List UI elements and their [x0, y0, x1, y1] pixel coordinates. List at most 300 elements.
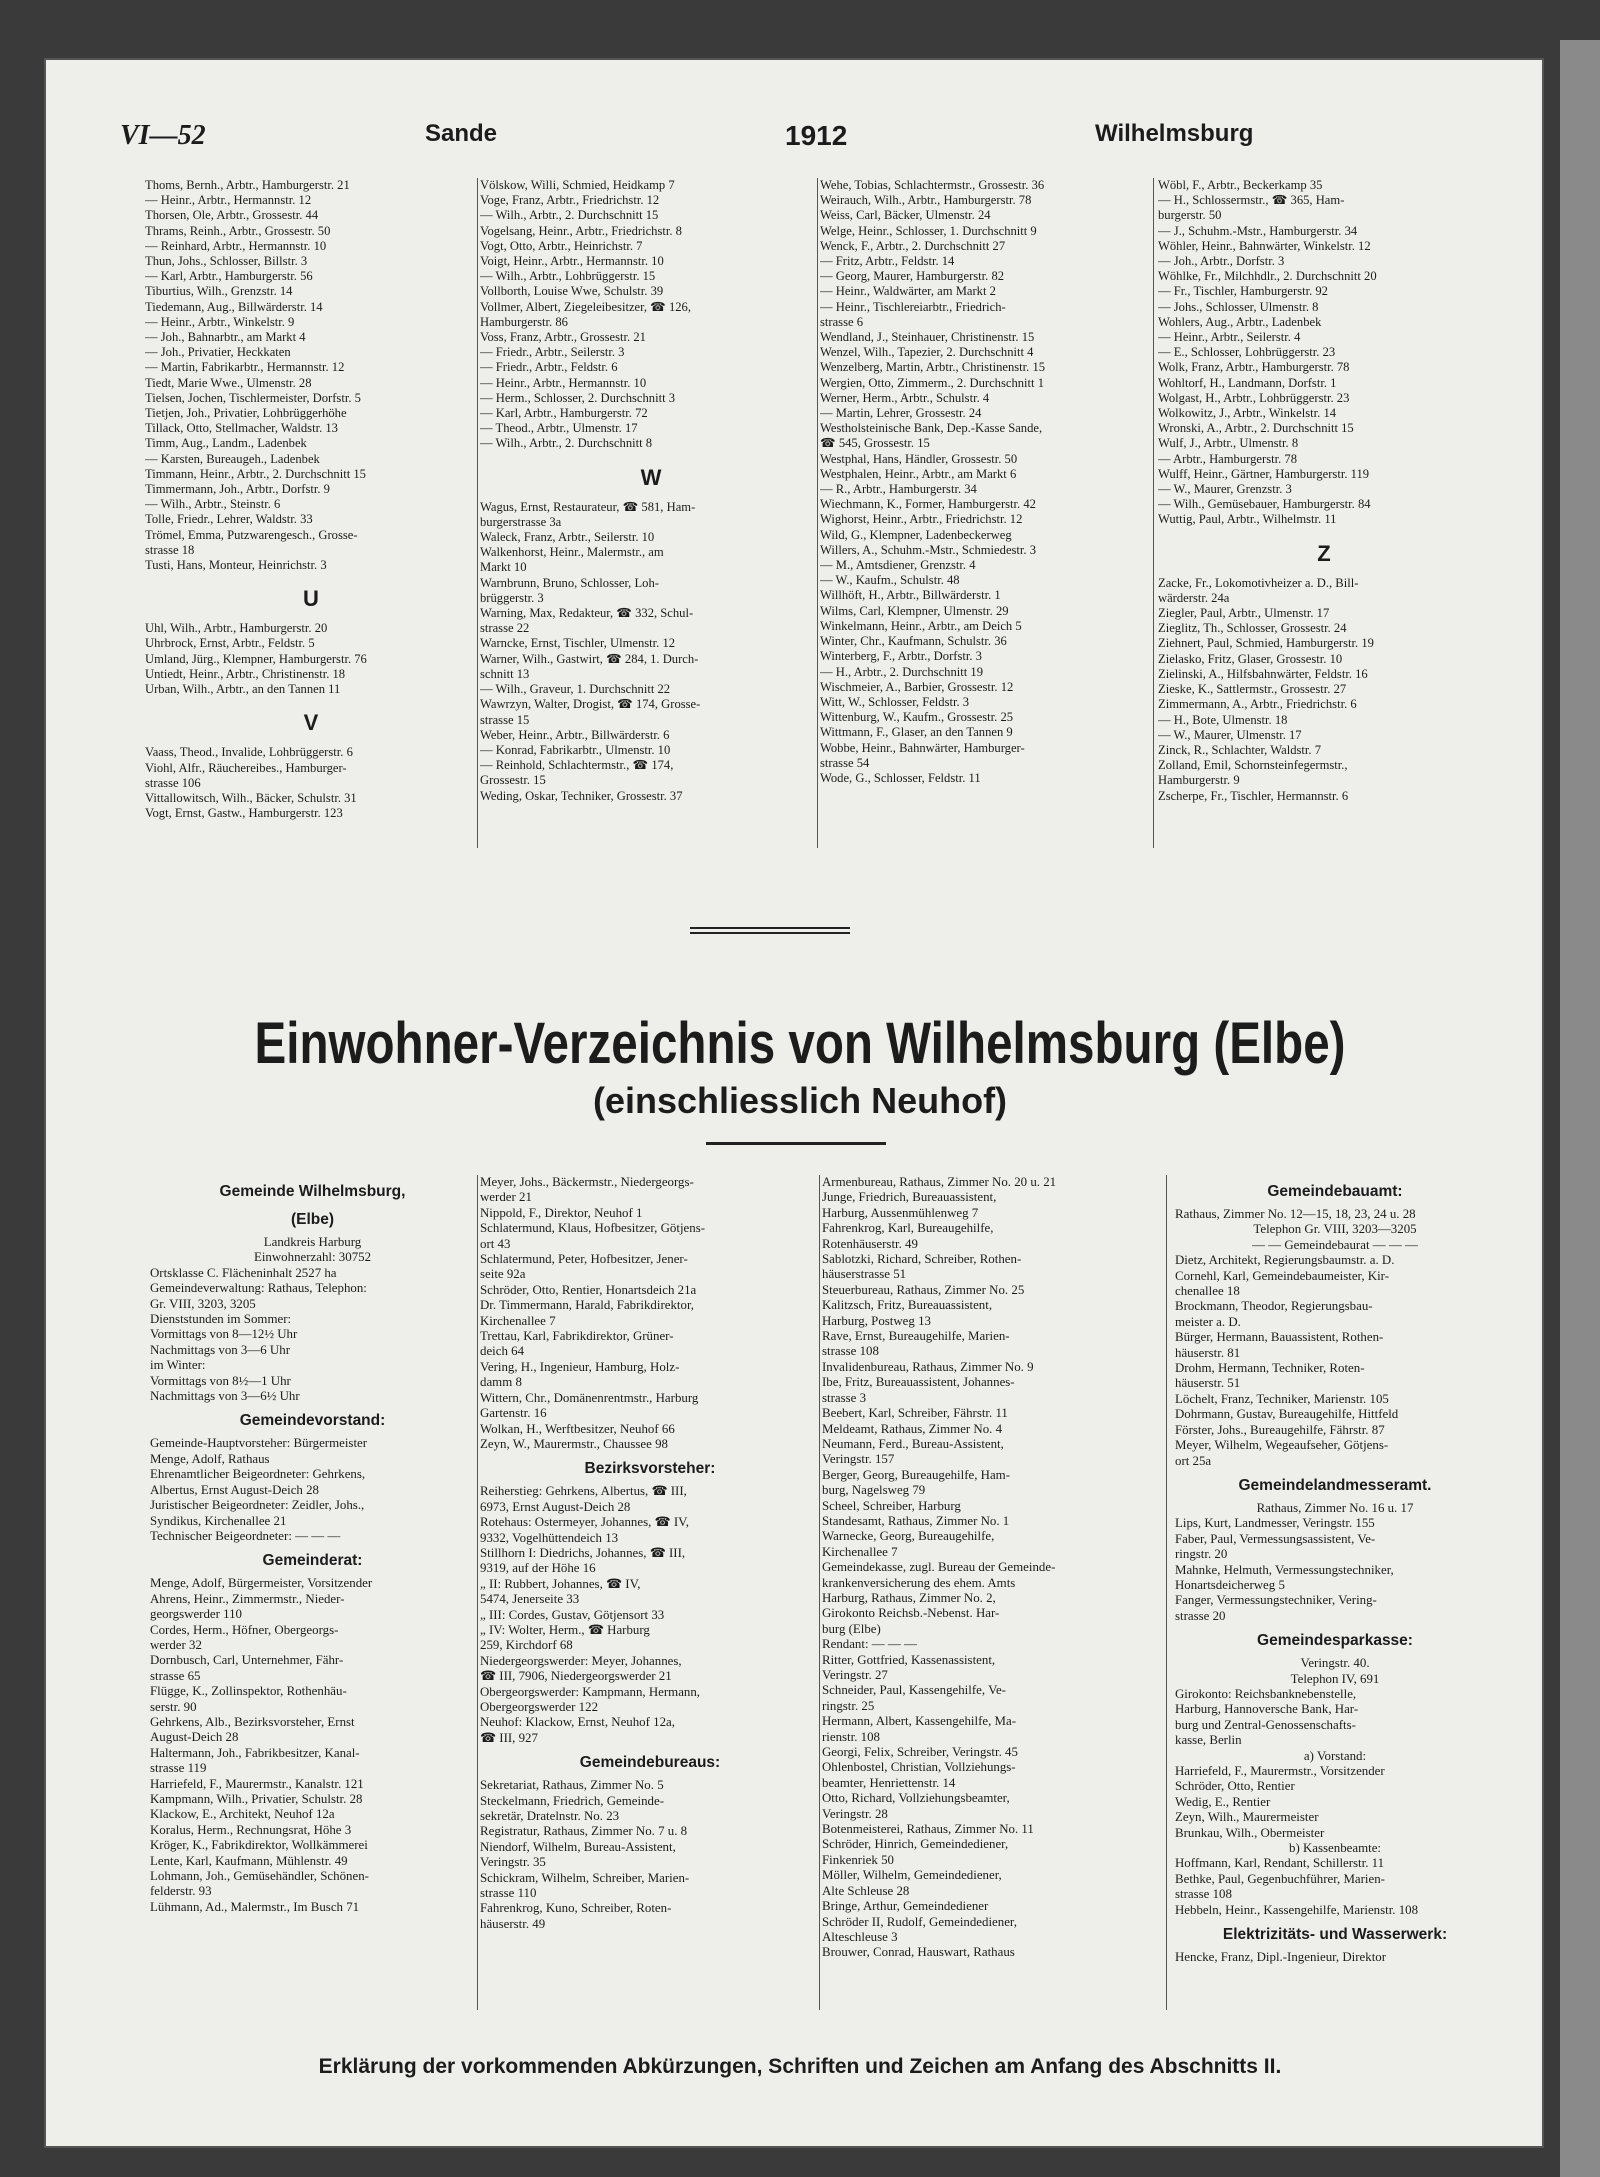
directory-entry: — Wilh., Arbtr., 2. Durchschnitt 15 [480, 208, 659, 223]
directory-entry: Finkenriek 50 [822, 1852, 894, 1867]
directory-entry: Weiss, Carl, Bäcker, Ulmenstr. 24 [820, 208, 991, 223]
directory-entry: Wolk, Franz, Arbtr., Hamburgerstr. 78 [1158, 360, 1350, 375]
directory-entry: Hermann, Albert, Kassengehilfe, Ma- [822, 1714, 1017, 1729]
directory-entry: Zimmermann, A., Arbtr., Friedrichstr. 6 [1158, 697, 1357, 712]
directory-entry: Mahnke, Helmuth, Vermessungstechniker, [1175, 1562, 1394, 1577]
directory-entry: Lips, Kurt, Landmesser, Veringstr. 155 [1175, 1516, 1375, 1531]
section-name-right: Wilhelmsburg [1095, 120, 1254, 147]
directory-entry: felderstr. 93 [150, 1884, 212, 1899]
directory-entry: Niedergeorgswerder: Meyer, Johannes, [480, 1653, 682, 1668]
directory-entry: Vering, H., Ingenieur, Hamburg, Holz- [480, 1359, 680, 1374]
directory-entry: Lühmann, Ad., Malermstr., Im Busch 71 [150, 1899, 360, 1914]
directory-entry: Fahrenkrog, Kuno, Schreiber, Roten- [480, 1901, 672, 1916]
directory-entry: Menge, Adolf, Bürgermeister, Vorsitzender [150, 1576, 373, 1591]
directory-entry: Thrams, Reinh., Arbtr., Grossestr. 50 [145, 223, 331, 238]
directory-entry: Veringstr. 27 [822, 1668, 888, 1682]
directory-entry: Harriefeld, F., Maurermstr., Kanalstr. 121 [150, 1776, 364, 1791]
directory-entry: — Karl, Arbtr., Hamburgerstr. 72 [480, 406, 648, 421]
administration-column-1 [150, 1175, 475, 1915]
directory-entry: — Heinr., Arbtr., Seilerstr. 4 [1158, 330, 1301, 345]
section-heading: Elektrizitäts- und Wasserwerk: [1222, 1926, 1448, 1944]
directory-entry: 9332, Vogelhüttendeich 13 [480, 1530, 619, 1545]
residents-column-2 [480, 178, 822, 804]
directory-entry: Cornehl, Karl, Gemeindebaumeister, Kir- [1175, 1268, 1389, 1283]
directory-entry: Beebert, Karl, Schreiber, Fährstr. 11 [822, 1406, 1008, 1421]
directory-entry: Brockmann, Theodor, Regierungsbau- [1175, 1299, 1373, 1314]
centered-note: Landkreis Harburg [263, 1235, 362, 1249]
directory-entry: Armenbureau, Rathaus, Zimmer No. 20 u. 21 [822, 1175, 1057, 1189]
directory-entry: damm 8 [480, 1375, 522, 1390]
directory-entry: Hoffmann, Karl, Rendant, Schillerstr. 11 [1175, 1856, 1385, 1871]
directory-entry: Lohmann, Joh., Gemüsehändler, Schönen- [150, 1869, 369, 1884]
directory-entry: strasse 20 [1175, 1608, 1226, 1623]
section-heading: Bezirksvorsteher: [584, 1460, 716, 1478]
directory-entry: häuserstr. 49 [480, 1916, 546, 1931]
directory-entry: — Martin, Lehrer, Grossestr. 24 [820, 406, 982, 421]
centered-note: Telephon Gr. VIII, 3203—3205 [1253, 1222, 1417, 1237]
administration-column-3 [822, 1175, 1160, 1961]
directory-entry: Registratur, Rathaus, Zimmer No. 7 u. 8 [480, 1824, 688, 1839]
directory-entry: sekretär, Dratelnstr. No. 23 [480, 1809, 620, 1824]
directory-entry: — Martin, Fabrikarbtr., Hermannstr. 12 [145, 360, 345, 375]
directory-entry: — Johs., Schlosser, Ulmenstr. 8 [1158, 299, 1319, 314]
centered-note: Telephon IV, 691 [1290, 1671, 1380, 1686]
directory-entry: — Joh., Privatier, Heckkaten [145, 345, 291, 360]
directory-entry: — Theod., Arbtr., Ulmenstr. 17 [480, 421, 638, 436]
directory-entry: Girokonto: Reichsbanknebenstelle, [1175, 1686, 1357, 1701]
directory-entry: Wobbe, Heinr., Bahnwärter, Hamburger- [820, 740, 1025, 755]
directory-entry: strasse 108 [822, 1344, 879, 1359]
column-rule [819, 1175, 820, 2010]
directory-entry: Otto, Richard, Vollziehungsbeamter, [822, 1791, 1010, 1806]
directory-entry: „ III: Cordes, Gustav, Götjensort 33 [480, 1607, 665, 1622]
directory-entry: Hebbeln, Heinr., Kassengehilfe, Marienstr. 108 [1175, 1902, 1419, 1917]
directory-entry: Tolle, Friedr., Lehrer, Waldstr. 33 [145, 512, 313, 527]
directory-entry: Veringstr. 157 [822, 1452, 895, 1467]
directory-entry: 5474, Jenerseite 33 [480, 1592, 580, 1607]
directory-entry: Schneider, Paul, Kassengehilfe, Ve- [822, 1683, 1006, 1698]
directory-entry: — Herm., Schlosser, 2. Durchschnitt 3 [480, 390, 676, 405]
directory-entry: Dr. Timmermann, Harald, Fabrikdirektor, [480, 1298, 694, 1313]
directory-entry: krankenversicherung des ehem. Amts [822, 1575, 1016, 1590]
directory-entry: Schlatermund, Peter, Hofbesitzer, Jener- [480, 1252, 688, 1267]
directory-entry: Westphal, Hans, Händler, Grossestr. 50 [820, 451, 1018, 466]
directory-entry: Trömel, Emma, Putzwarengesch., Grosse- [145, 527, 358, 542]
section-divider [690, 932, 850, 934]
section-heading: Gemeindesparkasse: [1257, 1632, 1413, 1650]
directory-entry: Flügge, K., Zollinspektor, Rothenhäu- [150, 1684, 347, 1699]
letter-heading: U [303, 586, 319, 612]
residents-column-1 [145, 178, 477, 821]
directory-entry: Tietjen, Joh., Privatier, Lohbrüggerhöhe [145, 406, 347, 421]
directory-entry: Willers, A., Schuhm.-Mstr., Schmiedestr. 3 [820, 542, 1037, 557]
directory-title: Einwohner-Verzeichnis von Wilhelmsburg (Elbe) [254, 1011, 1346, 1076]
directory-entry: Viohl, Alfr., Räuchereibes., Hamburger- [145, 760, 347, 775]
section-heading: Gemeindevorstand: [239, 1412, 386, 1430]
directory-entry: deich 64 [480, 1344, 525, 1359]
directory-entry: Meyer, Johs., Bäckermstr., Niedergeorgs- [480, 1175, 694, 1189]
directory-entry: Alteschleuse 3 [822, 1929, 898, 1944]
directory-entry: Welge, Heinr., Schlosser, 1. Durchschnitt 9 [820, 223, 1037, 238]
directory-entry: ☎ 545, Grossestr. 15 [820, 436, 930, 451]
directory-entry: Rathaus, Zimmer No. 12—15, 18, 23, 24 u. 28 [1175, 1207, 1416, 1221]
directory-entry: Rendant: — — — [822, 1637, 917, 1652]
directory-entry: Warner, Wilh., Gastwirt, ☎ 284, 1. Durch- [480, 651, 699, 666]
directory-entry: Löchelt, Franz, Techniker, Marienstr. 105 [1175, 1391, 1389, 1406]
directory-entry: Harburg, Aussenmühlenweg 7 [822, 1205, 979, 1220]
directory-entry: Dienststunden im Sommer: [150, 1312, 292, 1327]
directory-entry: strasse 15 [480, 712, 530, 727]
directory-entry: Wuttig, Paul, Arbtr., Wilhelmstr. 11 [1158, 512, 1337, 527]
section-heading: Gemeindebureaus: [579, 1754, 721, 1772]
directory-entry: Urban, Wilh., Arbtr., an den Tannen 11 [145, 682, 341, 697]
directory-entry: Warnbrunn, Bruno, Schlosser, Loh- [480, 575, 659, 590]
column-rule [1166, 1175, 1167, 2010]
directory-entry: Veringstr. 35 [480, 1855, 546, 1870]
directory-entry: Wittenburg, W., Kaufm., Grossestr. 25 [820, 710, 1014, 725]
directory-entry: Zieglitz, Th., Schlosser, Grossestr. 24 [1158, 621, 1347, 636]
residents-column-4 [1158, 178, 1490, 804]
centered-note: Einwohnerzahl: 30752 [253, 1250, 372, 1265]
directory-entry: Wittern, Chr., Domänenrentmstr., Harburg [480, 1390, 699, 1405]
directory-entry: Wohlers, Aug., Arbtr., Ladenbek [1158, 314, 1322, 329]
directory-entry: Winterberg, F., Arbtr., Dorfstr. 3 [820, 649, 982, 664]
directory-entry: Wawrzyn, Walter, Drogist, ☎ 174, Grosse- [480, 697, 701, 712]
directory-entry: Lente, Karl, Kaufmann, Mühlenstr. 49 [150, 1853, 348, 1868]
directory-entry: Harburg, Postweg 13 [822, 1313, 931, 1328]
directory-entry: Völskow, Willi, Schmied, Heidkamp 7 [480, 178, 675, 192]
directory-entry: Wendland, J., Steinhauer, Christinenstr. 15 [820, 330, 1035, 345]
directory-entry: strasse 6 [820, 314, 864, 329]
directory-entry: Meldeamt, Rathaus, Zimmer No. 4 [822, 1421, 1003, 1436]
directory-entry: Wolgast, H., Arbtr., Lohbrüggerstr. 23 [1158, 390, 1350, 405]
directory-entry: Girokonto Reichsb.-Nebenst. Har- [822, 1606, 1000, 1621]
directory-entry: — Fritz, Arbtr., Feldstr. 14 [820, 254, 955, 269]
directory-entry: Vogt, Ernst, Gastw., Hamburgerstr. 123 [145, 806, 343, 821]
section-heading: Gemeindelandmesseramt. [1238, 1476, 1432, 1494]
directory-entry: Honartsdeicherweg 5 [1175, 1577, 1285, 1592]
directory-entry: Weirauch, Wilh., Arbtr., Hamburgerstr. 78 [820, 193, 1032, 208]
directory-entry: Witt, W., Schlosser, Feldstr. 3 [820, 694, 970, 709]
directory-entry: Cordes, Herm., Höfner, Obergeorgs- [150, 1622, 339, 1637]
directory-entry: Tusti, Hans, Monteur, Heinrichstr. 3 [145, 558, 327, 573]
directory-entry: Uhl, Wilh., Arbtr., Hamburgerstr. 20 [145, 621, 328, 636]
directory-entry: Standesamt, Rathaus, Zimmer No. 1 [822, 1513, 1010, 1528]
directory-entry: Kirchenallee 7 [480, 1313, 556, 1328]
directory-entry: — Heinr., Tischlereiarbtr., Friedrich- [820, 299, 1006, 314]
directory-entry: Ohlenbostel, Christian, Vollziehungs- [822, 1760, 1016, 1775]
directory-entry: Schröder, Otto, Rentier [1175, 1779, 1295, 1794]
directory-entry: werder 32 [150, 1637, 202, 1652]
letter-heading: W [640, 464, 662, 490]
directory-entry: Ibe, Fritz, Bureauassistent, Johannes- [822, 1375, 1015, 1390]
directory-entry: strasse 119 [150, 1761, 207, 1776]
directory-entry: Trettau, Karl, Fabrikdirektor, Grüner- [480, 1329, 674, 1344]
directory-entry: — Joh., Arbtr., Dorfstr. 3 [1158, 254, 1285, 269]
directory-entry: Wagus, Ernst, Restaurateur, ☎ 581, Ham- [480, 499, 696, 514]
directory-entry: Brunkau, Wilh., Obermeister [1175, 1825, 1325, 1840]
directory-entry: Fahrenkrog, Karl, Bureaugehilfe, [822, 1221, 994, 1236]
directory-entry: Wischmeier, A., Barbier, Grossestr. 12 [820, 679, 1014, 694]
abbreviation-note: Erklärung der vorkommenden Abkürzungen, Schriften und Zeichen am Anfang des Abschnitts II. [318, 2055, 1282, 2078]
directory-subtitle: (einschliesslich Neuhof) [592, 1080, 1008, 1121]
directory-entry: Tiedt, Marie Wwe., Ulmenstr. 28 [145, 375, 312, 390]
directory-entry: Sekretariat, Rathaus, Zimmer No. 5 [480, 1778, 664, 1793]
directory-entry: — M., Amtsdiener, Grenzstr. 4 [820, 558, 976, 573]
directory-entry: Voigt, Heinr., Arbtr., Hermannstr. 10 [480, 254, 664, 269]
directory-entry: Zinck, R., Schlachter, Waldstr. 7 [1158, 742, 1321, 757]
directory-entry: Juristischer Beigeordneter: Zeidler, Johs., [150, 1498, 365, 1513]
directory-entry: Brouwer, Conrad, Hauswart, Rathaus [822, 1945, 1015, 1960]
directory-entry: Albertus, Ernst August-Deich 28 [150, 1482, 319, 1497]
directory-entry: burg (Elbe) [822, 1621, 881, 1636]
directory-entry: — Wilh., Arbtr., Steinstr. 6 [145, 497, 281, 512]
directory-entry: — Reinhold, Schlachtermstr., ☎ 174, [480, 758, 674, 773]
directory-entry: — R., Arbtr., Hamburgerstr. 34 [820, 482, 977, 497]
directory-entry: Schickram, Wilhelm, Schreiber, Marien- [480, 1870, 690, 1885]
administration-column-2 [480, 1175, 820, 1932]
directory-entry: seite 92a [480, 1267, 526, 1282]
directory-entry: — Reinhard, Arbtr., Hermannstr. 10 [145, 238, 327, 253]
directory-entry: Ortsklasse C. Flächeninhalt 2527 ha [150, 1265, 337, 1280]
directory-entry: Zacke, Fr., Lokomotivheizer a. D., Bill- [1158, 575, 1359, 590]
directory-entry: serstr. 90 [150, 1699, 197, 1714]
directory-entry: — E., Schlosser, Lohbrüggerstr. 23 [1158, 345, 1336, 360]
directory-entry: Haltermann, Joh., Fabrikbesitzer, Kanal- [150, 1745, 360, 1760]
section-heading: Gemeinderat: [262, 1552, 363, 1570]
directory-entry: brüggerstr. 3 [480, 590, 544, 605]
directory-entry: August-Deich 28 [150, 1730, 239, 1745]
directory-entry: burg und Zentral-Genossenschafts- [1175, 1717, 1356, 1732]
directory-entry: Vollborth, Louise Wwe, Schulstr. 39 [480, 284, 664, 299]
centered-note: b) Kassenbeamte: [1289, 1841, 1381, 1856]
directory-entry: chenallee 18 [1175, 1284, 1240, 1299]
directory-entry: Waleck, Franz, Arbtr., Seilerstr. 10 [480, 530, 655, 545]
directory-entry: ☎ III, 927 [480, 1730, 538, 1745]
directory-entry: burgerstrasse 3a [480, 514, 562, 529]
directory-entry: — H., Schlossermstr., ☎ 365, Ham- [1158, 193, 1345, 208]
directory-entry: Bethke, Paul, Gegenbuchführer, Marien- [1175, 1871, 1385, 1886]
directory-entry: Menge, Adolf, Rathaus [150, 1451, 270, 1466]
directory-entry: Harburg, Rathaus, Zimmer No. 2, [822, 1590, 996, 1605]
directory-entry: Gr. VIII, 3203, 3205 [150, 1296, 256, 1311]
directory-entry: Wild, G., Klempner, Ladenbeckerweg [820, 527, 1012, 542]
directory-entry: „ IV: Wolter, Herm., ☎ Harburg [480, 1622, 650, 1637]
directory-entry: Tielsen, Jochen, Tischlermeister, Dorfstr. 5 [145, 390, 361, 405]
directory-entry: — Friedr., Arbtr., Seilerstr. 3 [480, 345, 625, 360]
directory-entry: — W., Kaufm., Schulstr. 48 [820, 573, 960, 588]
directory-entry: Bringe, Arthur, Gemeindediener [822, 1899, 989, 1914]
directory-entry: strasse 22 [480, 621, 530, 636]
directory-entry: Veringstr. 28 [822, 1806, 888, 1821]
directory-entry: Klackow, E., Architekt, Neuhof 12a [150, 1807, 335, 1822]
directory-entry: Hencke, Franz, Dipl.-Ingenieur, Direktor [1175, 1950, 1387, 1965]
directory-entry: Uhrbrock, Ernst, Arbtr., Feldstr. 5 [145, 636, 315, 651]
directory-entry: — Heinr., Arbtr., Hermannstr. 10 [480, 375, 647, 390]
directory-entry: schnitt 13 [480, 666, 530, 681]
column-rule [477, 1175, 478, 2010]
directory-entry: Warnecke, Georg, Bureaugehilfe, [822, 1529, 995, 1544]
directory-entry: Koralus, Herm., Rechnungsrat, Höhe 3 [150, 1822, 352, 1837]
directory-entry: georgswerder 110 [150, 1607, 242, 1622]
directory-entry: Werner, Herm., Arbtr., Schulstr. 4 [820, 390, 990, 405]
directory-entry: Gemeinde-Hauptvorsteher: Bürgermeister [150, 1436, 368, 1451]
directory-entry: Rotenhäuserstr. 49 [822, 1236, 918, 1251]
directory-entry: Gartenstr. 16 [480, 1406, 547, 1421]
directory-entry: Berger, Georg, Bureaugehilfe, Ham- [822, 1467, 1011, 1482]
directory-entry: Wiechmann, K., Former, Hamburgerstr. 42 [820, 497, 1036, 512]
directory-entry: — Fr., Tischler, Hamburgerstr. 92 [1158, 284, 1328, 299]
year: 1912 [785, 120, 848, 151]
directory-entry: Nachmittags von 3—6 Uhr [150, 1342, 290, 1357]
directory-entry: — J., Schuhm.-Mstr., Hamburgerstr. 34 [1158, 223, 1358, 238]
directory-entry: Niendorf, Wilhelm, Bureau-Assistent, [480, 1839, 676, 1854]
directory-entry: Drohm, Hermann, Techniker, Roten- [1175, 1361, 1365, 1376]
directory-entry: — H., Bote, Ulmenstr. 18 [1158, 712, 1288, 727]
directory-entry: — H., Arbtr., 2. Durchschnitt 19 [820, 664, 984, 679]
directory-entry: Meyer, Wilhelm, Wegeaufseher, Götjens- [1175, 1438, 1389, 1453]
directory-entry: Ahrens, Heinr., Zimmermstr., Nieder- [150, 1591, 345, 1606]
directory-entry: Stillhorn I: Diedrichs, Johannes, ☎ III, [480, 1545, 686, 1560]
directory-entry: ringstr. 20 [1175, 1547, 1228, 1562]
directory-entry: häuserstr. 81 [1175, 1345, 1241, 1360]
directory-entry: ☎ III, 7906, Niedergeorgswerder 21 [480, 1669, 672, 1684]
directory-entry: — Joh., Bahnarbtr., am Markt 4 [145, 330, 306, 345]
directory-entry: Wulff, Heinr., Gärtner, Hamburgerstr. 119 [1158, 466, 1370, 481]
directory-entry: Kirchenallee 7 [822, 1544, 898, 1559]
directory-entry: Technischer Beigeordneter: — — — [150, 1528, 341, 1543]
directory-entry: Winter, Chr., Kaufmann, Schulstr. 36 [820, 634, 1007, 649]
directory-entry: Timmann, Heinr., Arbtr., 2. Durchschnitt 15 [145, 466, 366, 481]
directory-entry: Zscherpe, Fr., Tischler, Hermannstr. 6 [1158, 788, 1349, 803]
directory-entry: Zielasko, Fritz, Glaser, Grossestr. 10 [1158, 651, 1343, 666]
directory-entry: — Karl, Arbtr., Hamburgerstr. 56 [145, 269, 313, 284]
directory-entry: „ II: Rubbert, Johannes, ☎ IV, [480, 1576, 641, 1591]
directory-entry: Sablotzki, Richard, Schreiber, Rothen- [822, 1252, 1022, 1267]
directory-entry: — Wilh., Arbtr., 2. Durchschnitt 8 [480, 436, 653, 451]
directory-entry: Schröder, Otto, Rentier, Honartsdeich 21a [480, 1282, 697, 1297]
directory-entry: Timm, Aug., Landm., Ladenbek [145, 436, 307, 451]
directory-entry: Ritter, Gottfried, Kassenassistent, [822, 1652, 996, 1667]
directory-entry: Dornbusch, Carl, Unternehmer, Fähr- [150, 1653, 344, 1668]
centered-note: Rathaus, Zimmer No. 16 u. 17 [1256, 1500, 1414, 1515]
directory-entry: — Heinr., Waldwärter, am Markt 2 [820, 284, 996, 299]
directory-entry: — Arbtr., Hamburgerstr. 78 [1158, 451, 1297, 466]
directory-entry: Wilms, Carl, Klempner, Ulmenstr. 29 [820, 603, 1009, 618]
directory-entry: 9319, auf der Höhe 16 [480, 1561, 596, 1576]
directory-entry: Zielinski, A., Hilfsbahnwärter, Feldstr. 16 [1158, 666, 1368, 681]
directory-entry: strasse 110 [480, 1886, 537, 1901]
directory-entry: Scheel, Schreiber, Harburg [822, 1498, 961, 1513]
directory-entry: Alte Schleuse 28 [822, 1883, 910, 1898]
directory-entry: Gemeindeverwaltung: Rathaus, Telephon: [150, 1281, 367, 1296]
directory-entry: Kröger, K., Fabrikdirektor, Wollkämmerei [150, 1838, 368, 1853]
directory-entry: Gemeindekasse, zugl. Bureau der Gemeinde- [822, 1560, 1056, 1575]
directory-entry: Wulf, J., Arbtr., Ulmenstr. 8 [1158, 436, 1299, 451]
section-divider [690, 927, 850, 929]
directory-entry: Wode, G., Schlosser, Feldstr. 11 [820, 770, 981, 785]
directory-entry: Förster, Johs., Bureaugehilfe, Fährstr. 87 [1175, 1422, 1385, 1437]
directory-entry: Wolkan, H., Werftbesitzer, Neuhof 66 [480, 1421, 675, 1436]
directory-entry: Thorsen, Ole, Arbtr., Grossestr. 44 [145, 208, 319, 223]
directory-entry: — W., Maurer, Ulmenstr. 17 [1158, 727, 1302, 742]
directory-entry: Timmermann, Joh., Arbtr., Dorfstr. 9 [145, 482, 330, 497]
letter-heading: Z [1317, 540, 1331, 566]
directory-entry: Walkenhorst, Heinr., Malermstr., am [480, 545, 664, 560]
directory-entry: Weding, Oskar, Techniker, Grossestr. 37 [480, 788, 683, 803]
directory-entry: Neumann, Ferd., Bureau-Assistent, [822, 1436, 1004, 1451]
directory-entry: Junge, Friedrich, Bureauassistent, [822, 1190, 997, 1205]
directory-entry: Zolland, Emil, Schornsteinfegermstr., [1158, 758, 1348, 773]
directory-entry: Voss, Franz, Arbtr., Grossestr. 21 [480, 330, 646, 345]
directory-entry: Wergien, Otto, Zimmerm., 2. Durchschnitt 1 [820, 375, 1044, 390]
directory-entry: Georgi, Felix, Schreiber, Veringstr. 45 [822, 1745, 1018, 1760]
directory-entry: Ziehnert, Paul, Schmied, Hamburgerstr. 19 [1158, 636, 1374, 651]
directory-entry: Wenzelberg, Martin, Arbtr., Christinenstr. 15 [820, 360, 1046, 375]
directory-entry: Wenzel, Wilh., Tapezier, 2. Durchschnitt 4 [820, 345, 1034, 360]
directory-entry: Untiedt, Heinr., Arbtr., Christinenstr. 18 [145, 666, 346, 681]
directory-entry: Tillack, Otto, Stellmacher, Waldstr. 13 [145, 421, 338, 436]
directory-entry: Vormittags von 8—12½ Uhr [150, 1327, 298, 1342]
centered-note: a) Vorstand: [1303, 1748, 1367, 1763]
directory-entry: Schröder, Hinrich, Gemeindediener, [822, 1837, 1009, 1852]
centered-note: Veringstr. 40. [1300, 1656, 1370, 1671]
directory-entry: Kalitzsch, Fritz, Bureauassistent, [822, 1298, 993, 1313]
directory-entry: Bürger, Hermann, Bauassistent, Rothen- [1175, 1330, 1384, 1345]
page-header [120, 120, 1254, 154]
directory-entry: Ehrenamtlicher Beigeordneter: Gehrkens, [150, 1467, 366, 1482]
directory-entry: Tiburtius, Wilh., Grenzstr. 14 [145, 284, 293, 299]
directory-entry: kasse, Berlin [1175, 1733, 1242, 1748]
directory-entry: burgerstr. 50 [1158, 208, 1222, 223]
directory-entry: Wöhlke, Fr., Milchhdlr., 2. Durchschnitt 20 [1158, 269, 1377, 284]
directory-entry: Vormittags von 8½—1 Uhr [150, 1373, 291, 1388]
directory-entry: ringstr. 25 [822, 1698, 875, 1713]
directory-entry: Möller, Wilhelm, Gemeindediener, [822, 1868, 1002, 1883]
directory-entry: Zieske, K., Sattlermstr., Grossestr. 27 [1158, 682, 1347, 697]
directory-entry: Nachmittags von 3—6½ Uhr [150, 1389, 300, 1404]
directory-entry: Vittallowitsch, Wilh., Bäcker, Schulstr. 31 [145, 790, 357, 805]
directory-entry: rienstr. 108 [822, 1729, 881, 1744]
directory-entry: burg, Nagelsweg 79 [822, 1483, 926, 1498]
directory-entry: Gehrkens, Alb., Bezirksvorsteher, Ernst [150, 1714, 355, 1729]
directory-entry: häuserstrasse 51 [822, 1267, 907, 1282]
directory-entry: beamter, Henriettenstr. 14 [822, 1775, 956, 1790]
page-number: VI—52 [120, 120, 206, 151]
directory-entry: Wighorst, Heinr., Arbtr., Friedrichstr. 12 [820, 512, 1023, 527]
directory-entry: Schröder II, Rudolf, Gemeindediener, [822, 1914, 1017, 1929]
directory-entry: Voge, Franz, Arbtr., Friedrichstr. 12 [480, 193, 660, 208]
directory-entry: Faber, Paul, Vermessungsassistent, Ve- [1175, 1531, 1376, 1546]
directory-entry: — Heinr., Arbtr., Hermannstr. 12 [145, 193, 312, 208]
directory-entry: strasse 65 [150, 1668, 201, 1683]
directory-entry: Wedig, E., Rentier [1175, 1794, 1271, 1809]
directory-entry: Harburg, Hannoversche Bank, Har- [1175, 1702, 1359, 1717]
directory-entry: Steuerbureau, Rathaus, Zimmer No. 25 [822, 1282, 1025, 1297]
directory-entry: Steckelmann, Friedrich, Gemeinde- [480, 1793, 664, 1808]
directory-entry: strasse 18 [145, 542, 195, 557]
directory-entry: Dietz, Architekt, Regierungsbaumstr. a. D. [1175, 1253, 1395, 1268]
directory-entry: Kampmann, Wilh., Privatier, Schulstr. 28 [150, 1792, 363, 1806]
directory-entry: Wohltorf, H., Landmann, Dorfstr. 1 [1158, 375, 1337, 390]
directory-entry: — Wilh., Arbtr., Lohbrüggerstr. 15 [480, 269, 656, 284]
directory-entry: Wenck, F., Arbtr., 2. Durchschnitt 27 [820, 238, 1006, 253]
directory-entry: Reiherstieg: Gehrkens, Albertus, ☎ III, [480, 1484, 687, 1499]
directory-entry: Warncke, Ernst, Tischler, Ulmenstr. 12 [480, 636, 676, 651]
directory-entry: Wronski, A., Arbtr., 2. Durchschnitt 15 [1158, 421, 1354, 436]
directory-entry: Thun, Johs., Schlosser, Billstr. 3 [145, 254, 308, 269]
directory-entry: Warning, Max, Redakteur, ☎ 332, Schul- [480, 606, 694, 621]
